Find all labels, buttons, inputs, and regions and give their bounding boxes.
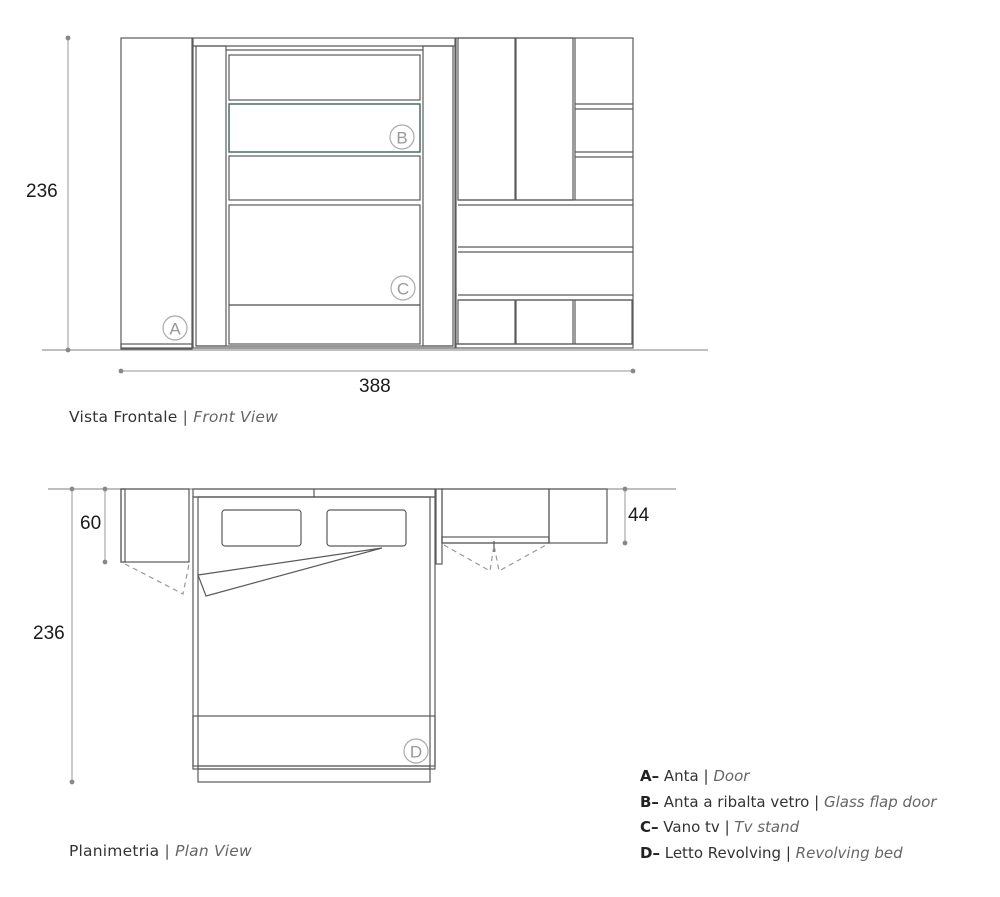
plan-depth-right-dimension: 44 — [628, 505, 650, 526]
marker-a-label: A — [169, 319, 181, 339]
plan-view-drawing — [48, 487, 676, 785]
legend-item: B– Anta a ribalta vetro | Glass flap door — [640, 792, 937, 811]
tall-unit-plan — [121, 489, 189, 594]
front-view-caption-it: Vista Frontale — [69, 408, 178, 426]
marker-d-label: D — [409, 742, 423, 762]
legend-item: A– Anta | Door — [640, 767, 750, 785]
front-width-dimension: 388 — [359, 376, 391, 397]
legend-item: C– Vano tv | Tv stand — [640, 818, 800, 836]
marker-c-label: C — [396, 279, 410, 299]
legend — [640, 764, 937, 866]
marker-b-label: B — [396, 128, 408, 148]
marker-b — [390, 125, 414, 149]
marker-a — [163, 316, 187, 340]
caption-separator: | — [164, 842, 170, 860]
plan-length-dimension: 236 — [33, 623, 65, 644]
tall-door-unit — [121, 38, 192, 349]
front-view-caption-en: Front View — [193, 408, 278, 426]
front-height-dimension: 236 — [26, 181, 58, 202]
plan-view-caption — [69, 842, 252, 860]
marker-d — [404, 739, 428, 763]
plan-view-caption-it: Planimetria — [69, 842, 160, 860]
bed-plan — [193, 489, 435, 782]
front-view-caption — [69, 408, 278, 426]
right-unit-plan — [436, 489, 607, 571]
legend-item: D– Letto Revolving | Revolving bed — [640, 843, 903, 862]
bed-frame-front — [193, 38, 455, 348]
plan-view-caption-en: Plan View — [175, 842, 252, 860]
marker-c — [391, 276, 415, 300]
right-wardrobe-front — [456, 38, 633, 348]
plan-depth-left-dimension: 60 — [80, 513, 102, 534]
caption-separator: | — [182, 408, 189, 426]
front-view-drawing — [42, 36, 708, 374]
